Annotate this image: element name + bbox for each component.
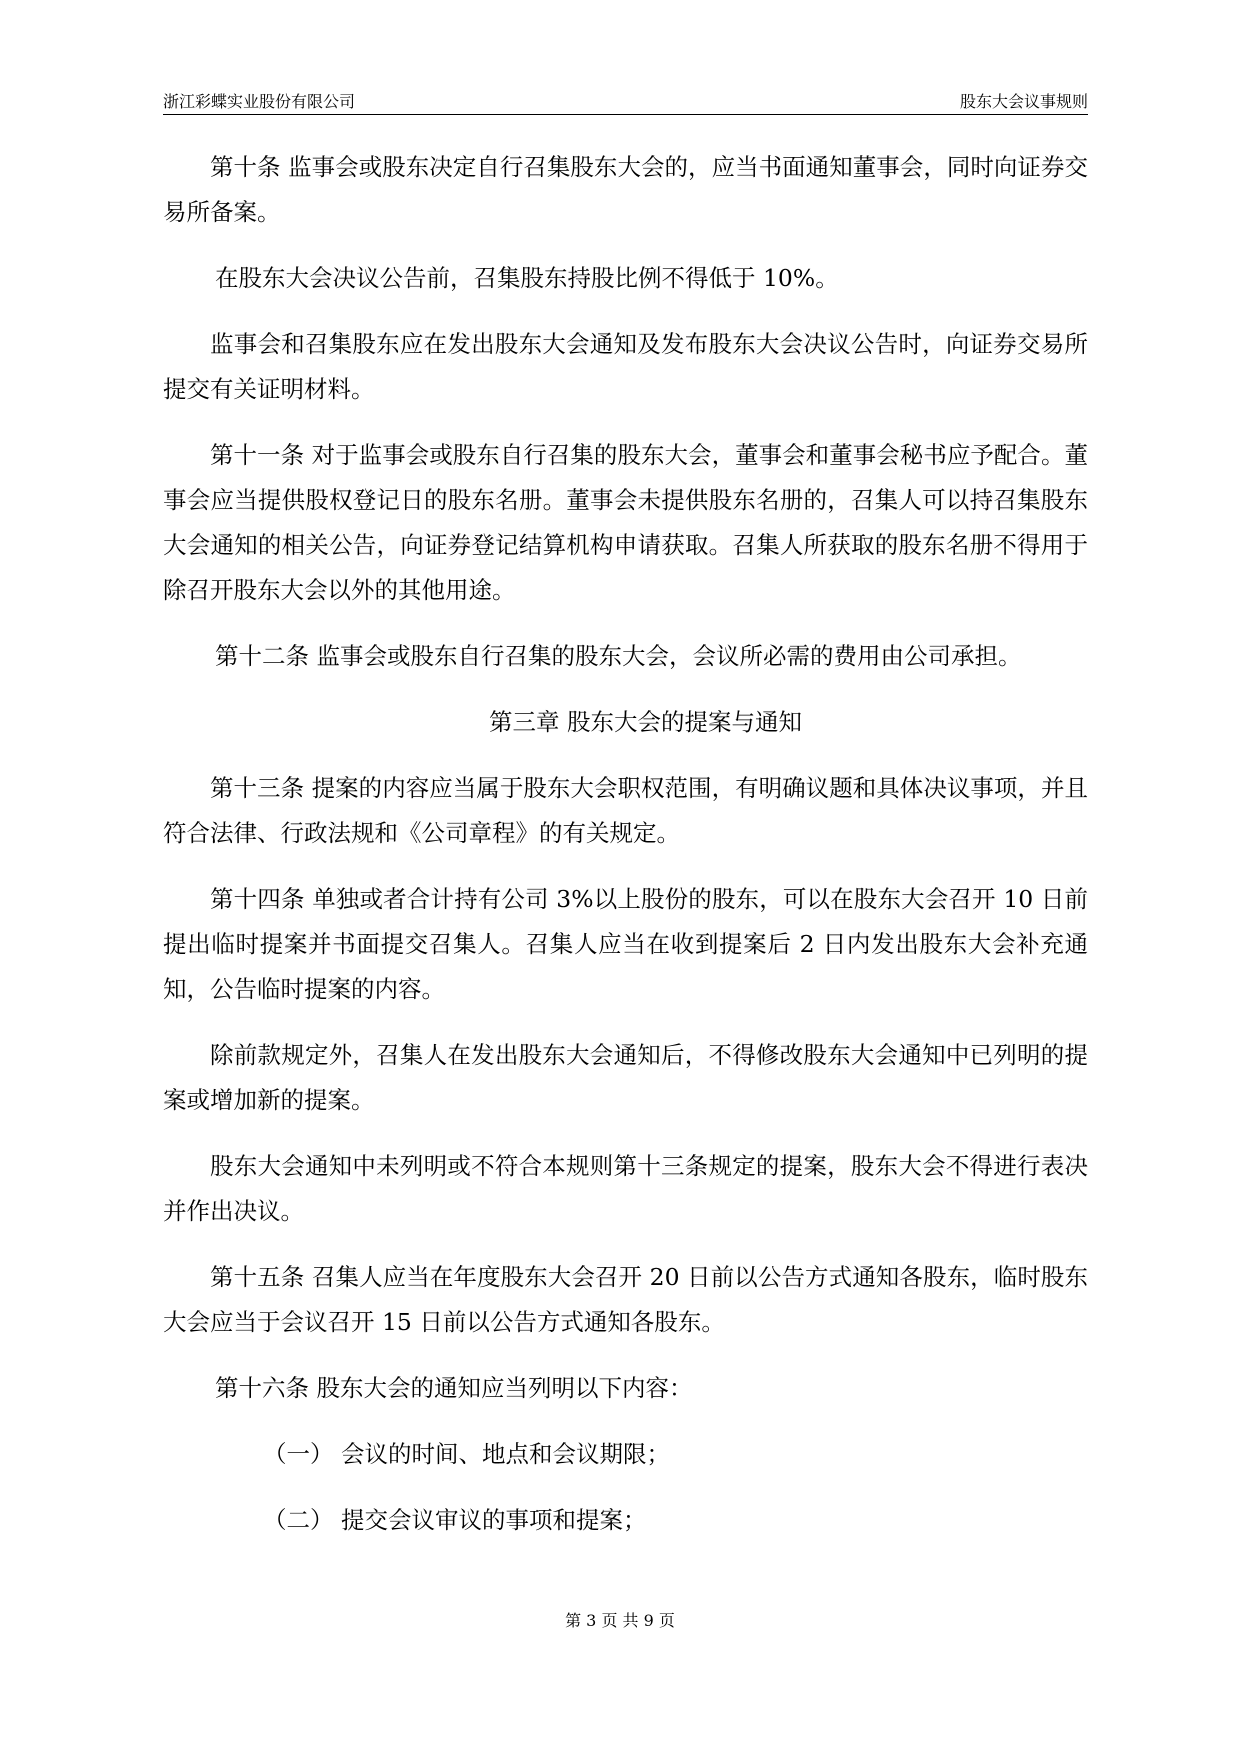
header-document-title: 股东大会议事规则	[959, 92, 1088, 111]
paragraph-article-11: 第十一条 对于监事会或股东自行召集的股东大会，董事会和董事会秘书应予配合。董事会应当提供股权登记日的股东名册。董事会未提供股东名册的，召集人可以持召集股东大会通知的相关公告，向证券登记结算机构申请获取。召集人所获取的股东名册不得用于除召开股东大会以外的其他用途。	[163, 441, 1088, 604]
paragraph-shareholding-ratio: 在股东大会决议公告前，召集股东持股比例不得低于 10%。	[215, 264, 839, 292]
list-item-meeting-time: （一） 会议的时间、地点和会议期限；	[263, 1440, 670, 1468]
header-company-name: 浙江彩蝶实业股份有限公司	[163, 92, 356, 111]
paragraph-unlisted-proposals: 股东大会通知中未列明或不符合本规则第十三条规定的提案，股东大会不得进行表决并作出决议。	[163, 1152, 1088, 1225]
page-number: 第 3 页 共 9 页	[565, 1611, 675, 1630]
paragraph-article-12: 第十二条 监事会或股东自行召集的股东大会，会议所必需的费用由公司承担。	[215, 642, 1022, 670]
paragraph-supporting-materials: 监事会和召集股东应在发出股东大会通知及发布股东大会决议公告时，向证券交易所提交有关证明材料。	[163, 330, 1088, 403]
paragraph-no-modification: 除前款规定外，召集人在发出股东大会通知后，不得修改股东大会通知中已列明的提案或增加新的提案。	[163, 1041, 1088, 1114]
page-header	[163, 86, 1088, 115]
document-body	[163, 145, 1088, 1564]
list-item-proposals: （二） 提交会议审议的事项和提案；	[263, 1506, 647, 1534]
paragraph-article-15: 第十五条 召集人应当在年度股东大会召开 20 日前以公告方式通知各股东，临时股东大会应当于会议召开 15 日前以公告方式通知各股东。	[163, 1263, 1088, 1336]
chapter-heading: 第三章 股东大会的提案与通知	[489, 708, 802, 736]
paragraph-article-10: 第十条 监事会或股东决定自行召集股东大会的，应当书面通知董事会，同时向证券交易所备案。	[163, 153, 1088, 226]
paragraph-article-14: 第十四条 单独或者合计持有公司 3%以上股份的股东，可以在股东大会召开 10 日前提出临时提案并书面提交召集人。召集人应当在收到提案后 2 日内发出股东大会补充通知，公告临时提案的内容。	[163, 885, 1088, 1003]
paragraph-article-16: 第十六条 股东大会的通知应当列明以下内容：	[215, 1374, 693, 1402]
paragraph-article-13: 第十三条 提案的内容应当属于股东大会职权范围，有明确议题和具体决议事项，并且符合法律、行政法规和《公司章程》的有关规定。	[163, 774, 1088, 847]
